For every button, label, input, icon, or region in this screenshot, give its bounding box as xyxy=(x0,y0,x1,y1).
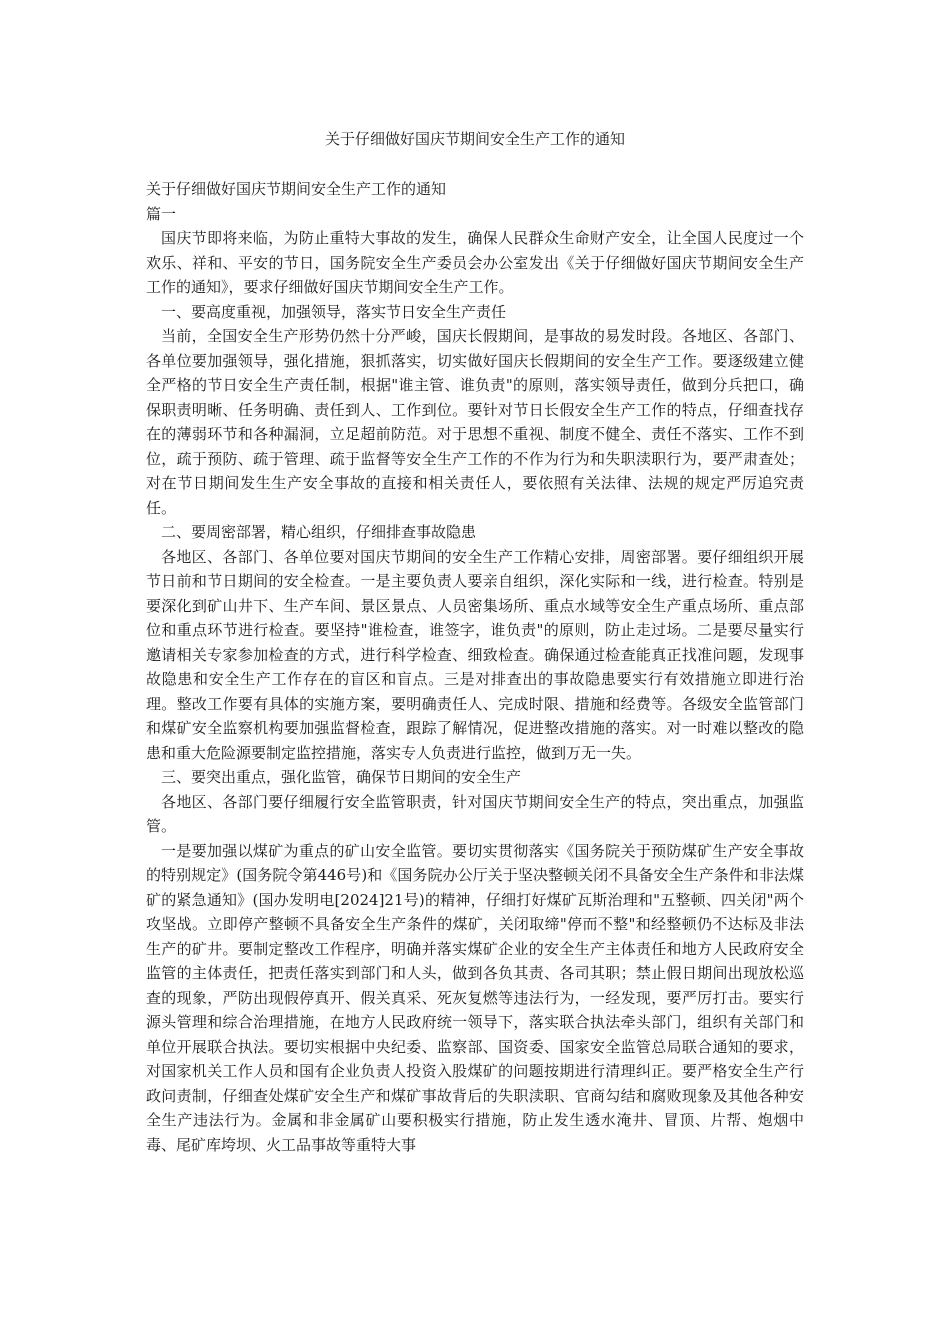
body-paragraph: 各地区、各部门要仔细履行安全监管职责，针对国庆节期间安全生产的特点，突出重点，加强监管。 xyxy=(146,792,804,835)
body-paragraph: 当前，全国安全生产形势仍然十分严峻，国庆长假期间，是事故的易发时段。各地区、各部门、各单位要加强领导，强化措施，狠抓落实，切实做好国庆长假期间的安全生产工作。要逐级建立健全严格的节日安全生产责任制，根据"谁主管、谁负责"的原则，落实领导责任，做到分兵把口，确保职责明晰、任务明确、责任到人、工作到位。要针对节日长假安全生产工作的特点，仔细查找存在的薄弱环节和各种漏洞，立足超前防范。对于思想不重视、制度不健全、责任不落实、工作不到位，疏于预防、疏于管理、疏于监督等安全生产工作的不作为行为和失职渎职行为，要严肃查处；对在节日期间发生生产安全事故的直接和相关责任人，要依照有关法律、法规的规定严厉追究责任。 xyxy=(146,327,804,517)
section-label: 篇一 xyxy=(146,204,177,223)
body-paragraph: 一是要加强以煤矿为重点的矿山安全监管。要切实贯彻落实《国务院关于预防煤矿生产安全事故的特别规定》(国务院令第446号)和《国务院办公厅关于坚决整顿关闭不具备安全生产条件和非法煤矿的紧急通知》(国办发明电[2024]21号)的精神，仔细打好煤矿瓦斯治理和"五整顿、四关闭"两个攻坚战。立即停产整顿不具备安全生产条件的煤矿，关闭取缔"停而不整"和经整顿仍不达标及非法生产的矿井。要制定整改工作程序，明确并落实煤矿企业的安全生产主体责任和地方人民政府安全监管的主体责任，把责任落实到部门和人头，做到各负其责、各司其职；禁止假日期间出现放松巡查的现象，严防出现假停真开、假关真采、死灰复燃等违法行为，一经发现，要严厉打击。要实行源头管理和综合治理措施，在地方人民政府统一领导下，落实联合执法牵头部门，组织有关部门和单位开展联合执法。要切实根据中央纪委、监察部、国资委、国家安全监管总局联合通知的要求，对国家机关工作人员和国有企业负责人投资入股煤矿的问题按期进行清理纠正。要严格安全生产行政问责制，仔细查处煤矿安全生产和煤矿事故背后的失职渎职、官商勾结和腐败现象及其他各种安全生产违法行为。金属和非金属矿山要积极实行措施，防止发生透水淹井、冒顶、片帮、炮烟中毒、尾矿库垮坝、火工品事故等重特大事 xyxy=(146,841,804,1154)
body-paragraph: 各地区、各部门、各单位要对国庆节期间的安全生产工作精心安排，周密部署。要仔细组织开展节日前和节日期间的安全检查。一是主要负责人要亲自组织，深化实际和一线，进行检查。特别是要深化到矿山井下、生产车间、景区景点、人员密集场所、重点水域等安全生产重点场所、重点部位和重点环节进行检查。要坚持"谁检查，谁签字，谁负责"的原则，防止走过场。二是要尽量实行邀请相关专家参加检查的方式，进行科学检查、细致检查。确保通过检查能真正找准问题，发现事故隐患和安全生产工作存在的盲区和盲点。三是对排查出的事故隐患要实行有效措施立即进行治理。整改工作要有具体的实施方案，要明确责任人、完成时限、措施和经费等。各级安全监管部门和煤矿安全监察机构要加强监督检查，跟踪了解情况，促进整改措施的落实。对一时难以整改的隐患和重大危险源要制定监控措施，落实专人负责进行监控，做到万无一失。 xyxy=(146,547,804,762)
document-subtitle: 关于仔细做好国庆节期间安全生产工作的通知 xyxy=(146,180,447,198)
section-heading: 一、要高度重视，加强领导，落实节日安全生产责任 xyxy=(161,302,507,321)
document-body xyxy=(146,177,804,1157)
section-heading: 三、要突出重点，强化监管，确保节日期间的安全生产 xyxy=(161,768,522,786)
section-heading: 二、要周密部署，精心组织，仔细排查事故隐患 xyxy=(161,523,477,541)
page-title: 关于仔细做好国庆节期间安全生产工作的通知 xyxy=(324,130,625,148)
body-paragraph: 国庆节即将来临，为防止重特大事故的发生，确保人民群众生命财产安全，让全国人民度过一个欢乐、祥和、平安的节日，国务院安全生产委员会办公室发出《关于仔细做好国庆节期间安全生产工作的通知》，要求仔细做好国庆节期间安全生产工作。 xyxy=(146,229,804,296)
